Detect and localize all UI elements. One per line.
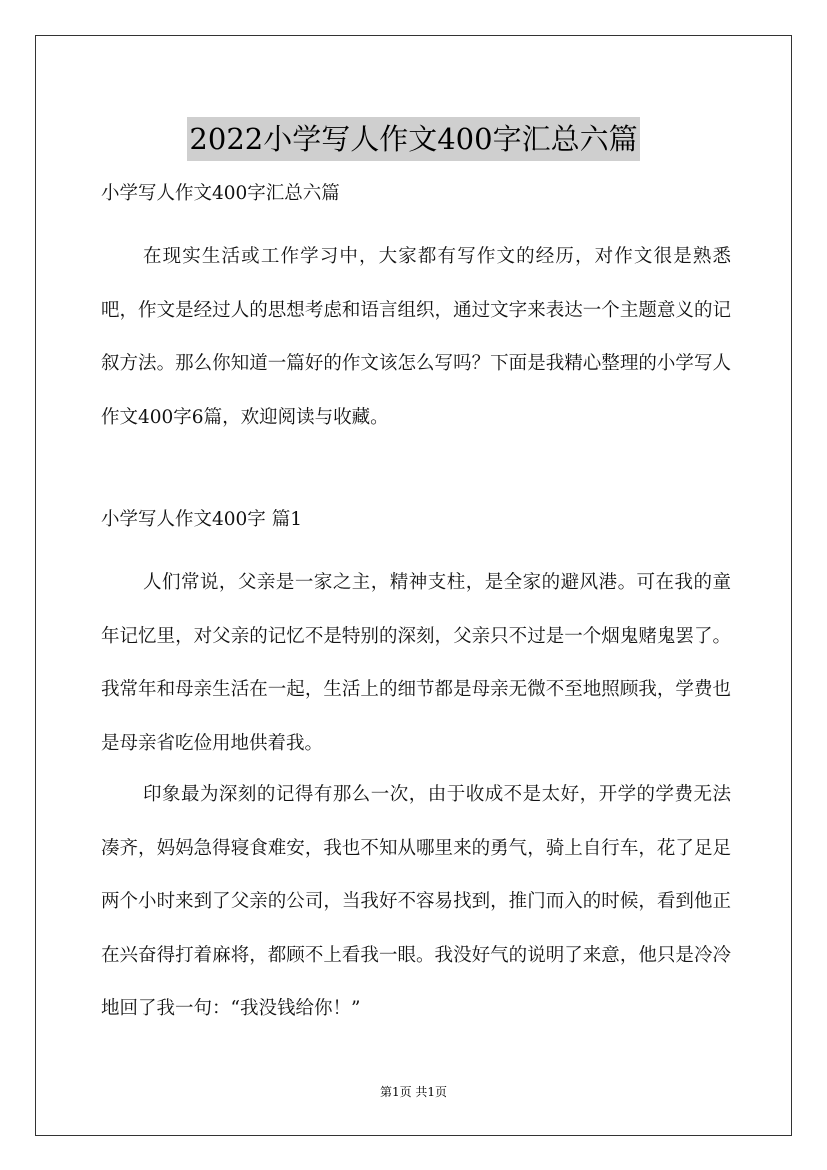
- body-paragraph-1: 人们常说，父亲是一家之主，精神支柱，是全家的避风港。可在我的童年记忆里，对父亲的记忆不是特别的深刻，父亲只不过是一个烟鬼赌鬼罢了。我常年和母亲生活在一起，生活上的细节都是母亲无微不至地照顾我，学费也是母亲省吃俭用地供着我。: [101, 572, 731, 754]
- body-paragraph-2: 印象最为深刻的记得有那么一次，由于收成不是太好，开学的学费无法凑齐，妈妈急得寝食难安，我也不知从哪里来的勇气，骑上自行车，花了足足两个小时来到了父亲的公司，当我好不容易找到，推门而入的时候，看到他正在兴奋得打着麻将，都顾不上看我一眼。我没好气的说明了来意，他只是冷冷地回了我一句：“我没钱给你！”: [101, 784, 731, 1019]
- document-title: 2022小学写人作文400字汇总六篇: [187, 117, 639, 161]
- title-container: [0, 98, 827, 181]
- section-heading: 小学写人作文400字 篇1: [101, 509, 302, 530]
- intro-paragraph: 在现实生活或工作学习中，大家都有写作文的经历，对作文很是熟悉吧，作文是经过人的思想考虑和语言组织，通过文字来表达一个主题意义的记叙方法。那么你知道一篇好的作文该怎么写吗？下面是我精心整理的小学写人作文400字6篇，欢迎阅读与收藏。: [101, 246, 731, 428]
- document-subtitle: 小学写人作文400字汇总六篇: [101, 183, 340, 204]
- page-footer: 第1页 共1页: [379, 1085, 448, 1099]
